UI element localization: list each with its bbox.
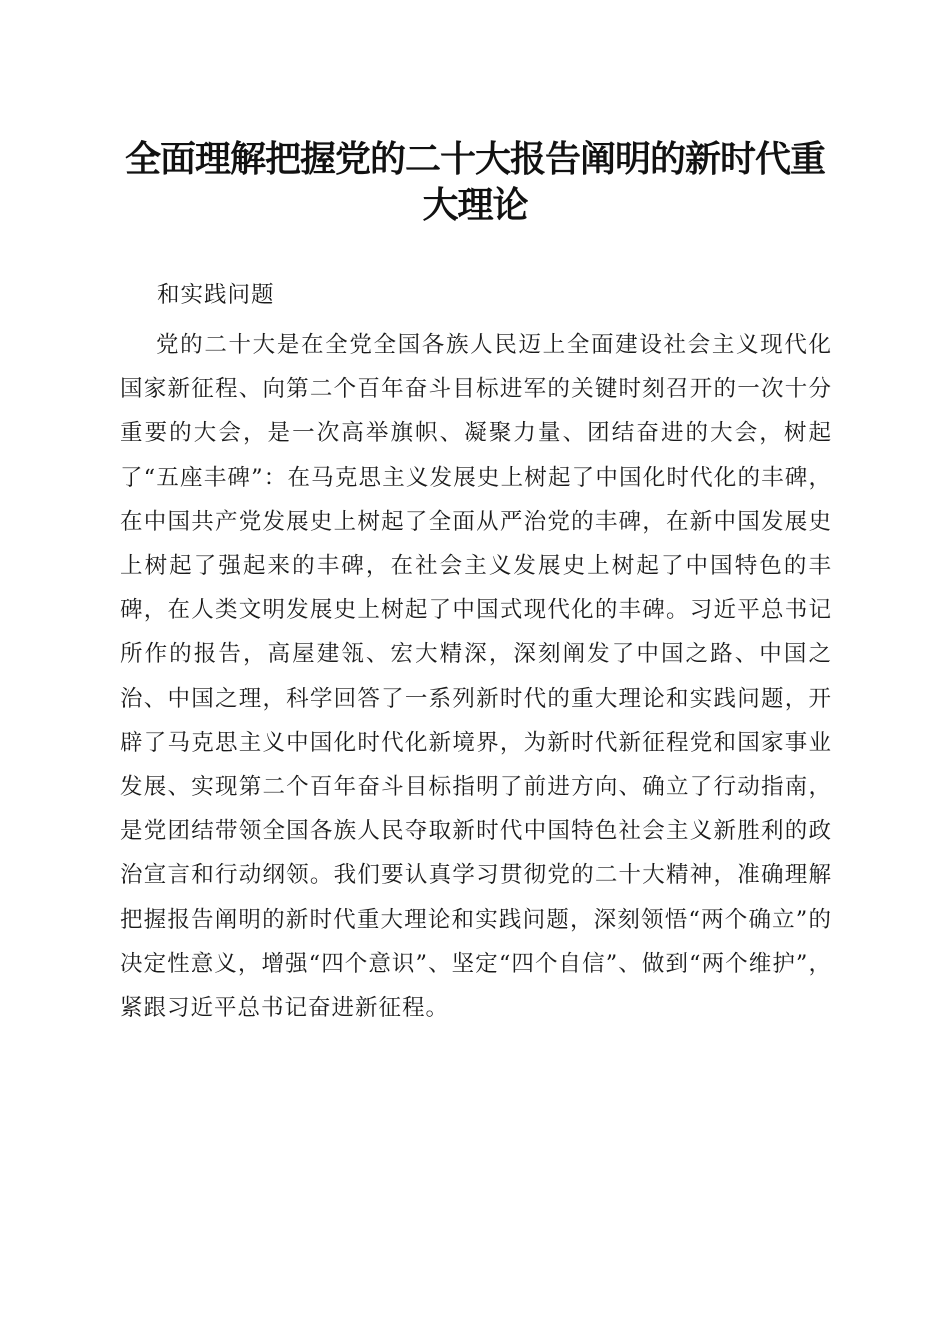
body-paragraph: 党的二十大是在全党全国各族人民迈上全面建设社会主义现代化国家新征程、向第二个百年奋斗目标进军的关键时刻召开的一次十分重要的大会，是一次高举旗帜、凝聚力量、团结奋进的大会，树起了“五座丰碑”：在马克思主义发展史上树起了中国化时代化的丰碑，在中国共产党发展史上树起了全面从严治党的丰碑，在新中国发展史上树起了强起来的丰碑，在社会主义发展史上树起了中国特色的丰碑，在人类文明发展史上树起了中国式现代化的丰碑。习近平总书记所作的报告，高屋建瓴、宏大精深，深刻阐发了中国之路、中国之治、中国之理，科学回答了一系列新时代的重大理论和实践问题，开辟了马克思主义中国化时代化新境界，为新时代新征程党和国家事业发展、实现第二个百年奋斗目标指明了前进方向、确立了行动指南，是党团结带领全国各族人民夺取新时代中国特色社会主义新胜利的政治宣言和行动纲领。我们要认真学习贯彻党的二十大精神，准确理解把握报告阐明的新时代重大理论和实践问题，深刻领悟“两个确立”的决定性意义，增强“四个意识”、坚定“四个自信”、做到“两个维护”，紧跟习近平总书记奋进新征程。 [120, 332, 832, 1022]
document-subtitle: 和实践问题 [157, 282, 275, 308]
document-title: 全面理解把握党的二十大报告阐明的新时代重大理论 [124, 138, 825, 226]
